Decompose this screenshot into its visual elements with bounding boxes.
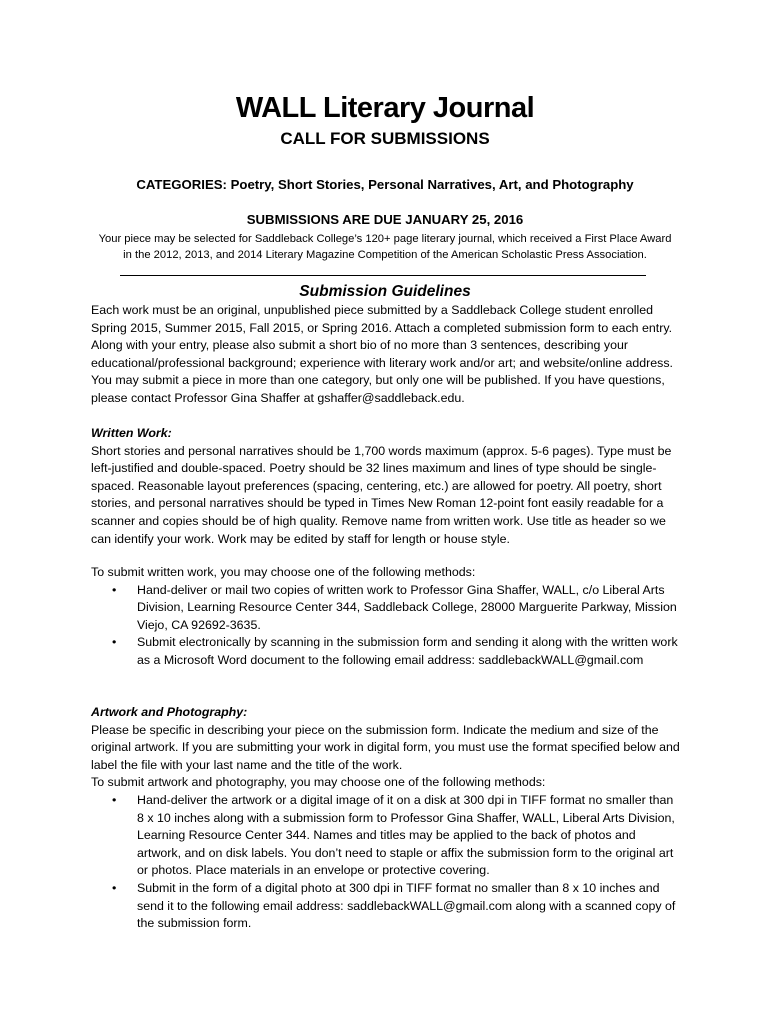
written-work-section [91,425,681,548]
horizontal-divider [120,275,646,276]
bullet-icon: • [112,582,117,597]
artwork-methods-list [91,792,681,933]
list-item [91,582,681,635]
written-work-heading: Written Work: [91,426,172,440]
call-for-submissions-heading: CALL FOR SUBMISSIONS [280,129,490,148]
list-item [91,880,681,933]
guidelines-intro-text: Each work must be an original, unpublished piece submitted by a Saddleback College student enrolled Spring 2015, Summer 2015, Fall 2015, or Spring 2016. Attach a completed submission form to each entry. Along with your entry, please also submit a short bio of no more than 3 sentences, describing your educational/professional background; experience with literary work and/or art; and website/online address. You may submit a piece in more than one category, but only one will be published. If you have questions, please contact Professor Gina Shaffer at gshaffer@saddleback.edu. [91,303,674,405]
list-item [91,792,681,880]
written-work-methods-list [91,582,681,670]
artwork-methods-intro: To submit artwork and photography, you may choose one of the following methods: [91,775,546,790]
method-text: Submit electronically by scanning in the submission form and sending it along with the written work as a Microsoft Word document to the following email address: saddlebackWALL@gmail.com [137,635,678,667]
method-text: Submit in the form of a digital photo at 300 dpi in TIFF format no smaller than 8 x 10 inches and send it to the following email address: saddlebackWALL@gmail.com along with a scanned copy of the submission form. [137,880,676,931]
journal-title: WALL Literary Journal [235,92,535,124]
bullet-icon: • [112,792,117,807]
list-item [91,634,681,669]
artwork-section [91,704,681,933]
written-work-methods-intro: To submit written work, you may choose one of the following methods: [91,565,476,579]
written-work-body: Short stories and personal narratives should be 1,700 words maximum (approx. 5-6 pages). Type must be left-justified and double-spaced. Poetry should be 32 lines maximum and lines of type should be single-spaced. Reasonable layout preferences (spacing, centering, etc.) are allowed for poetry. All poetry, short stories, and personal narratives should be typed in Times New Roman 12-point font easily readable for a scanner and copies should be of high quality. Remove name from written work. Use title as header so we can identify your work. Work may be edited by staff for length or house style. [91,443,672,546]
award-statement [60,231,710,263]
bullet-icon: • [112,635,117,650]
artwork-heading: Artwork and Photography: [91,705,248,719]
guidelines-intro [91,302,681,408]
method-text: Hand-deliver or mail two copies of written work to Professor Gina Shaffer, WALL, c/o Liberal Arts Division, Learning Resource Center 344, Saddleback College, 28000 Marguerite Parkway, Mission Viejo, CA 92692-3635. [137,582,677,632]
categories-line: CATEGORIES: Poetry, Short Stories, Personal Narratives, Art, and Photography [136,177,634,192]
artwork-body: Please be specific in describing your piece on the submission form. Indicate the medium and size of the original artwork. If you are submitting your work in digital form, you must use the format specified below and label the file with your last name and the title of the work. [91,722,680,772]
submission-guidelines-heading: Submission Guidelines [299,283,471,300]
bullet-icon: • [112,880,117,895]
method-text: Hand-deliver the artwork or a digital image of it on a disk at 300 dpi in TIFF format no smaller than 8 x 10 inches along with a submission form to Professor Gina Shaffer, WALL, Liberal Arts Division, Learning Resource Center 344. Names and titles may be applied to the back of photos and artwork, and on disk labels. You don’t need to staple or affix the submission form to the original art or photos. Place materials in an envelope or protective covering. [137,792,675,878]
award-line: in the 2012, 2013, and 2014 Literary Magazine Competition of the American Scholastic Press Association. [123,249,647,261]
written-work-methods [91,564,681,670]
due-date-line: SUBMISSIONS ARE DUE JANUARY 25, 2016 [246,212,524,227]
award-line: Your piece may be selected for Saddleback College’s 120+ page literary journal, which received a First Place Award [98,233,672,245]
